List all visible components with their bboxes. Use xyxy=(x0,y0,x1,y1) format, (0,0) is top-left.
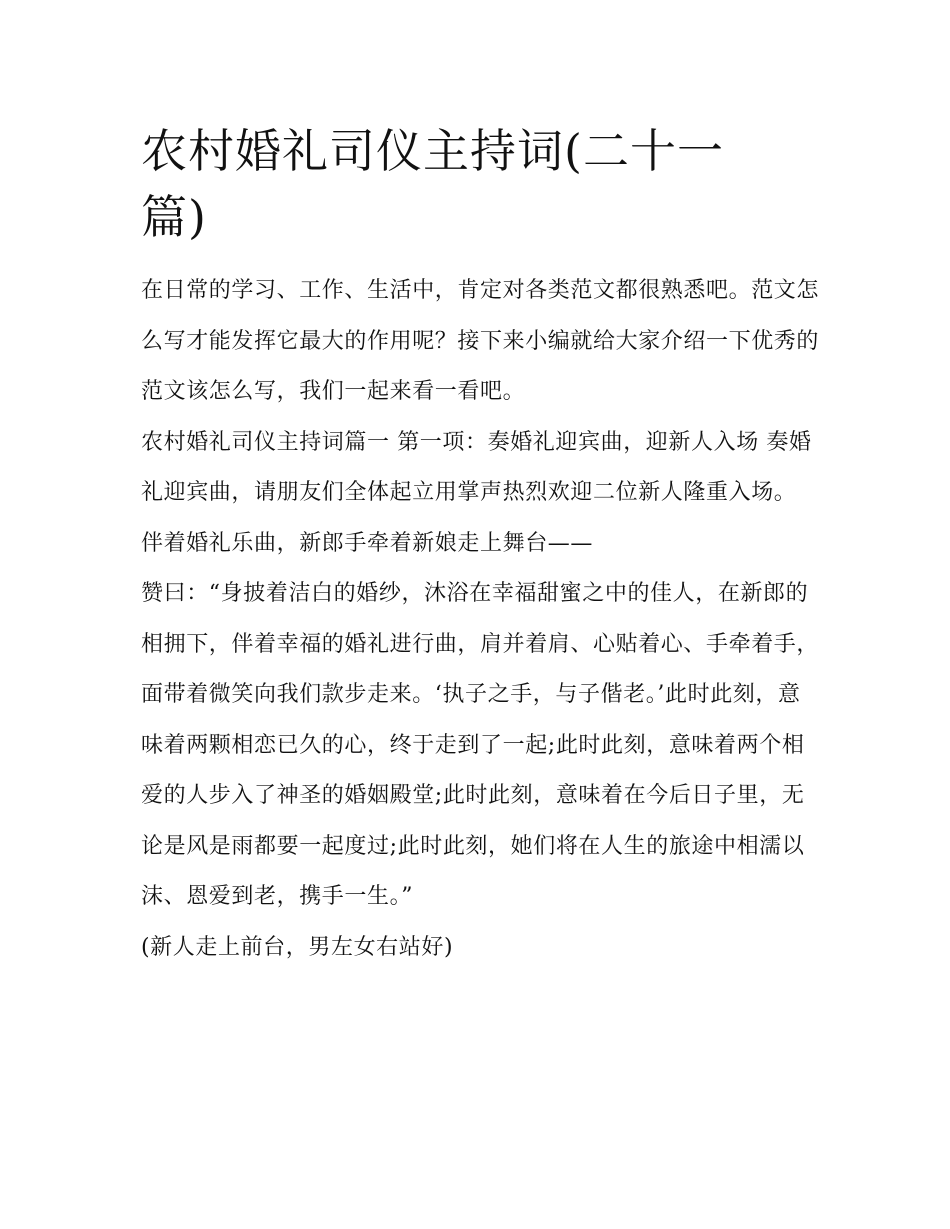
entrance-paragraph: 伴着婚礼乐曲，新郎手牵着新娘走上舞台—— xyxy=(141,530,594,556)
stage-direction-paragraph: (新人走上前台，男左女右站好) xyxy=(141,934,454,960)
praise-paragraph: 赞曰：“身披着洁白的婚纱，沐浴在幸福甜蜜之中的佳人，在新郎的相拥下，伴着幸福的婚礼进行曲，肩并着肩、心贴着心、手牵着手，面带着微笑向我们款步走来。‘执子之手，与子偕老。’此时此刻，意味着两颗相恋已久的心，终于走到了一起;此时此刻，意味着两个相爱的人步入了神圣的婚姻殿堂;此时此刻，意味着在今后日子里，无论是风是雨都要一起度过;此时此刻，她们将在人生的旅途中相濡以沫、恩爱到老，携手一生。” xyxy=(141,581,820,909)
document-title: 农村婚礼司仪主持词(二十一篇) xyxy=(141,124,724,244)
intro-paragraph: 在日常的学习、工作、生活中，肯定对各类范文都很熟悉吧。范文怎么写才能发挥它最大的作用呢？接下来小编就给大家介绍一下优秀的范文该怎么写，我们一起来看一看吧。 xyxy=(141,278,820,404)
section-one-paragraph: 农村婚礼司仪主持词篇一 第一项：奏婚礼迎宾曲，迎新人入场 奏婚礼迎宾曲，请朋友们全体起立用掌声热烈欢迎二位新人隆重入场。 xyxy=(141,429,812,505)
document-page xyxy=(141,118,821,973)
